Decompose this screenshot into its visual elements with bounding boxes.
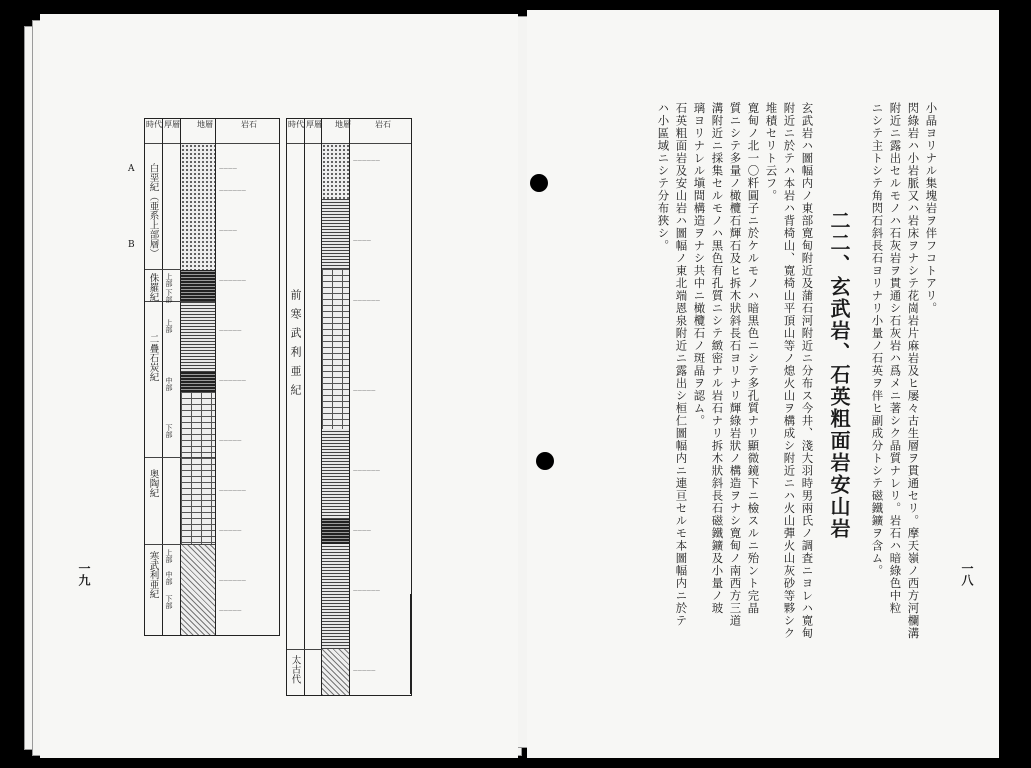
strata-fill — [181, 270, 215, 301]
era-label-precambrian: 前寒武利亜紀 — [289, 289, 302, 403]
side-label-a: A — [128, 164, 135, 174]
text-column: ハ小區域ニシテ分布狹シ。 — [656, 102, 671, 252]
column-header-strata: 地層 — [197, 120, 213, 129]
column-header-thickness: 厚層 — [306, 120, 322, 129]
left-page — [40, 14, 518, 758]
strata-fill — [181, 545, 215, 635]
binding-hole — [536, 452, 554, 470]
strata-fill — [181, 302, 215, 372]
sub-label: 上部 — [165, 549, 173, 563]
binding-hole — [530, 174, 548, 192]
stratigraphic-column-a: 時代 厚層 地層 岩石 白堊紀（亜系上部層） 侏羅紀 二疊石炭紀 奥陶紀 寒武利亜紀 上部 下部 上部 中部 下部 上部 中部 下部 ———— —————— ———— —————— ————— —————— ————— —————— ————— —————— ————— — [144, 118, 280, 636]
strata-fill — [322, 649, 349, 695]
strata-fill — [322, 144, 349, 199]
column-header-era: 時代 — [146, 120, 162, 129]
page-number: 一九 — [77, 562, 91, 586]
sub-label: 下部 — [165, 289, 173, 303]
text-column: 附近ニ於テハ本岩ハ背椅山、寛椅山平頂山等ノ熄火山ヲ構成シ附近ニハ火山彈火山灰砂等夥シク — [782, 102, 797, 640]
sub-label: 下部 — [165, 595, 173, 609]
text-column: ニシテ主トシテ角閃石斜長石ヨリナリ小量ノ石英ヲ伴ヒ副成分トシテ磁鐵鑛ヲ含ム。 — [870, 102, 885, 577]
era-label-jurassic: 侏羅紀 — [147, 273, 159, 302]
text-column: 石英粗面岩及安山岩ハ圖幅ノ東北端恩泉附近ニ露出シ桓仁圖幅内ニ連亘セルモ本圖幅内ニ於テ — [674, 102, 689, 627]
text-column: 堆積セリト云フ。 — [764, 102, 779, 202]
text-column: 溝附近ニ採集セルモノハ黒色有孔質ニシテ緻密ナル岩石ナリ拆木狀斜長石磁鐵鑛及小量ノ玻 — [710, 102, 725, 615]
column-header-thickness: 厚層 — [164, 120, 180, 129]
sub-label: 上部 — [165, 319, 173, 333]
sub-label: 中部 — [165, 571, 173, 585]
text-column: 璃ヨリナレル塡間構造ヲナシ共中ニ橄欖石ノ斑晶ヲ認ム。 — [692, 102, 707, 427]
era-label-ordovician: 奥陶紀 — [147, 469, 159, 498]
column-header-rock: 岩石 — [375, 120, 391, 129]
sub-label: 下部 — [165, 424, 173, 438]
page-number: 一八 — [960, 562, 974, 586]
strata-fill — [322, 519, 349, 544]
strata-fill — [322, 269, 349, 429]
strata-fill — [181, 458, 215, 544]
text-column: 寛甸ノ北一〇粁圓子ニ於ケルモノハ暗黒色ニシテ多孔質ナリ顯微鏡下ニ檢スルニ殆ント完晶 — [746, 102, 761, 615]
sub-label: 上部 — [165, 273, 173, 287]
strata-fill — [181, 372, 215, 392]
strata-fill — [322, 429, 349, 519]
era-label-permo-carboniferous: 二疊石炭紀 — [147, 334, 159, 382]
era-label-archean: 太古代 — [289, 655, 301, 684]
strata-fill — [181, 392, 215, 457]
column-header-era: 時代 — [288, 120, 304, 129]
era-label-cambrian: 寒武利亜紀 — [147, 551, 159, 599]
strata-fill — [322, 199, 349, 269]
text-column: 附近ニ露出セルモノハ石灰岩ヲ貫通シ石灰岩ハ爲メニ著シク晶質ナレリ。岩石ハ暗綠色中粒 — [888, 102, 903, 615]
scale-bar — [410, 594, 415, 694]
text-column: 閃綠岩ハ小岩脈又ハ岩床ヲナシテ花崗岩片麻岩及ヒ屡々古生層ヲ貫通セリ。摩天嶺ノ西方河欄溝 — [906, 102, 921, 640]
column-header-rock: 岩石 — [241, 120, 257, 129]
text-column: 玄武岩ハ圖幅内ノ東部寛甸附近及蒲石河附近ニ分布ス今井、淺大羽時男兩氏ノ調査ニヨレハ寛甸 — [800, 102, 815, 640]
stratigraphic-column-b: 時代 厚層 地層 岩石 前寒武利亜紀 太古代 —————— ———— —————— ————— —————— ———— —————— ————— — [286, 118, 412, 696]
strata-fill — [181, 144, 215, 270]
sub-label: 中部 — [165, 377, 173, 391]
text-column: 質ニシテ多量ノ橄欖石輝石及ヒ拆木狀斜長石ヨリナリ輝綠岩狀ノ構造ヲナシ寛甸ノ南西方三道 — [728, 102, 743, 627]
era-label-cretaceous: 白堊紀（亜系上部層） — [147, 163, 159, 258]
right-page — [527, 10, 999, 758]
column-header-strata: 地層 — [335, 120, 351, 129]
strata-fill — [322, 544, 349, 649]
text-column: 小晶ヨリナル集塊岩ヲ伴フコトアリ。 — [924, 102, 939, 315]
section-heading: 二二、玄武岩、石英粗面岩安山岩 — [827, 210, 851, 540]
side-label-b: B — [128, 240, 135, 250]
